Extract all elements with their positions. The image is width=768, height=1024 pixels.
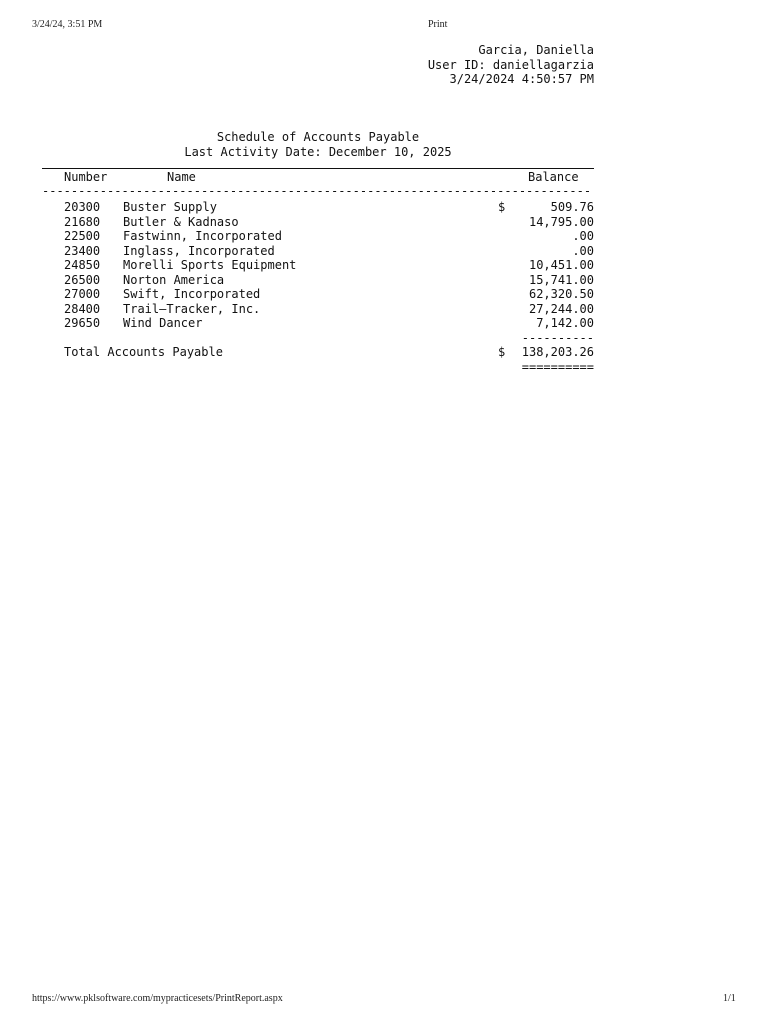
vendor-name: Norton America xyxy=(123,272,225,287)
table-row xyxy=(42,244,594,259)
print-datetime: 3/24/24, 3:51 PM xyxy=(32,19,103,30)
user-info xyxy=(428,43,594,87)
vendor-number: 27000 xyxy=(64,287,101,301)
column-header-balance: Balance xyxy=(528,170,579,184)
table-row xyxy=(42,316,594,331)
table-row xyxy=(42,215,594,230)
vendor-number: 29650 xyxy=(64,316,101,330)
currency-symbol: $ xyxy=(498,200,506,214)
vendor-name: Buster Supply xyxy=(123,200,217,214)
vendor-number: 22500 xyxy=(64,229,101,243)
vendor-name: Inglass, Incorporated xyxy=(123,243,275,258)
total-label: Total Accounts Payable xyxy=(64,345,223,359)
vendor-balance: .00 xyxy=(572,243,594,258)
vendor-balance: 509.76 xyxy=(550,200,594,214)
total-rule-text: ========== xyxy=(521,359,594,374)
print-title: Print xyxy=(428,19,448,30)
total-value: 138,203.26 xyxy=(521,345,594,359)
total-row xyxy=(42,345,594,360)
vendor-name: Fastwinn, Incorporated xyxy=(123,229,282,243)
report-title: Schedule of Accounts Payable xyxy=(216,130,420,144)
vendor-number: 24850 xyxy=(64,258,101,272)
print-url: https://www.pklsoftware.com/mypracticesets/PrintReport.aspx xyxy=(32,993,283,1004)
column-header-number: Number xyxy=(64,170,108,184)
vendor-number: 23400 xyxy=(64,243,101,258)
header-top-rule xyxy=(42,168,594,169)
table-row xyxy=(42,200,594,215)
table-row xyxy=(42,287,594,302)
table-row xyxy=(42,302,594,317)
page-number: 1/1 xyxy=(723,993,736,1004)
report-subtitle: Last Activity Date: December 10, 2025 xyxy=(184,144,452,159)
vendor-number: 26500 xyxy=(64,272,101,287)
user-name: Garcia, Daniella xyxy=(478,43,594,57)
vendor-name: Morelli Sports Equipment xyxy=(123,258,297,272)
vendor-balance: .00 xyxy=(572,229,594,243)
column-header-name: Name xyxy=(167,170,196,184)
vendor-balance: 7,142.00 xyxy=(536,316,594,330)
vendor-balance: 62,320.50 xyxy=(528,287,594,301)
vendor-name: Butler & Kadnaso xyxy=(123,214,239,229)
total-currency-symbol: $ xyxy=(498,345,506,359)
report-timestamp: 3/24/2024 4:50:57 PM xyxy=(449,72,594,86)
user-id: User ID: daniellagarzia xyxy=(427,57,594,72)
table-row xyxy=(42,229,594,244)
vendor-number: 21680 xyxy=(64,214,101,229)
subtotal-rule-text: ---------- xyxy=(521,330,594,345)
vendor-balance: 10,451.00 xyxy=(528,258,594,272)
vendor-name: Swift, Incorporated xyxy=(123,287,261,301)
vendor-balance: 14,795.00 xyxy=(528,214,594,229)
column-headers xyxy=(42,170,594,186)
accounts-payable-report xyxy=(42,130,594,374)
vendor-balance: 15,741.00 xyxy=(528,272,594,287)
vendor-balance: 27,244.00 xyxy=(528,301,594,316)
table-body xyxy=(42,200,594,331)
subtotal-rule xyxy=(42,331,594,346)
table-row xyxy=(42,273,594,288)
vendor-name: Trail—Tracker, Inc. xyxy=(123,301,261,316)
table-row xyxy=(42,258,594,273)
total-double-rule xyxy=(42,360,594,375)
vendor-number: 28400 xyxy=(64,301,101,316)
vendor-number: 20300 xyxy=(64,200,101,214)
vendor-name: Wind Dancer xyxy=(123,316,203,330)
header-dash-rule: ---------------------------------------------------------------------------- xyxy=(42,186,592,198)
